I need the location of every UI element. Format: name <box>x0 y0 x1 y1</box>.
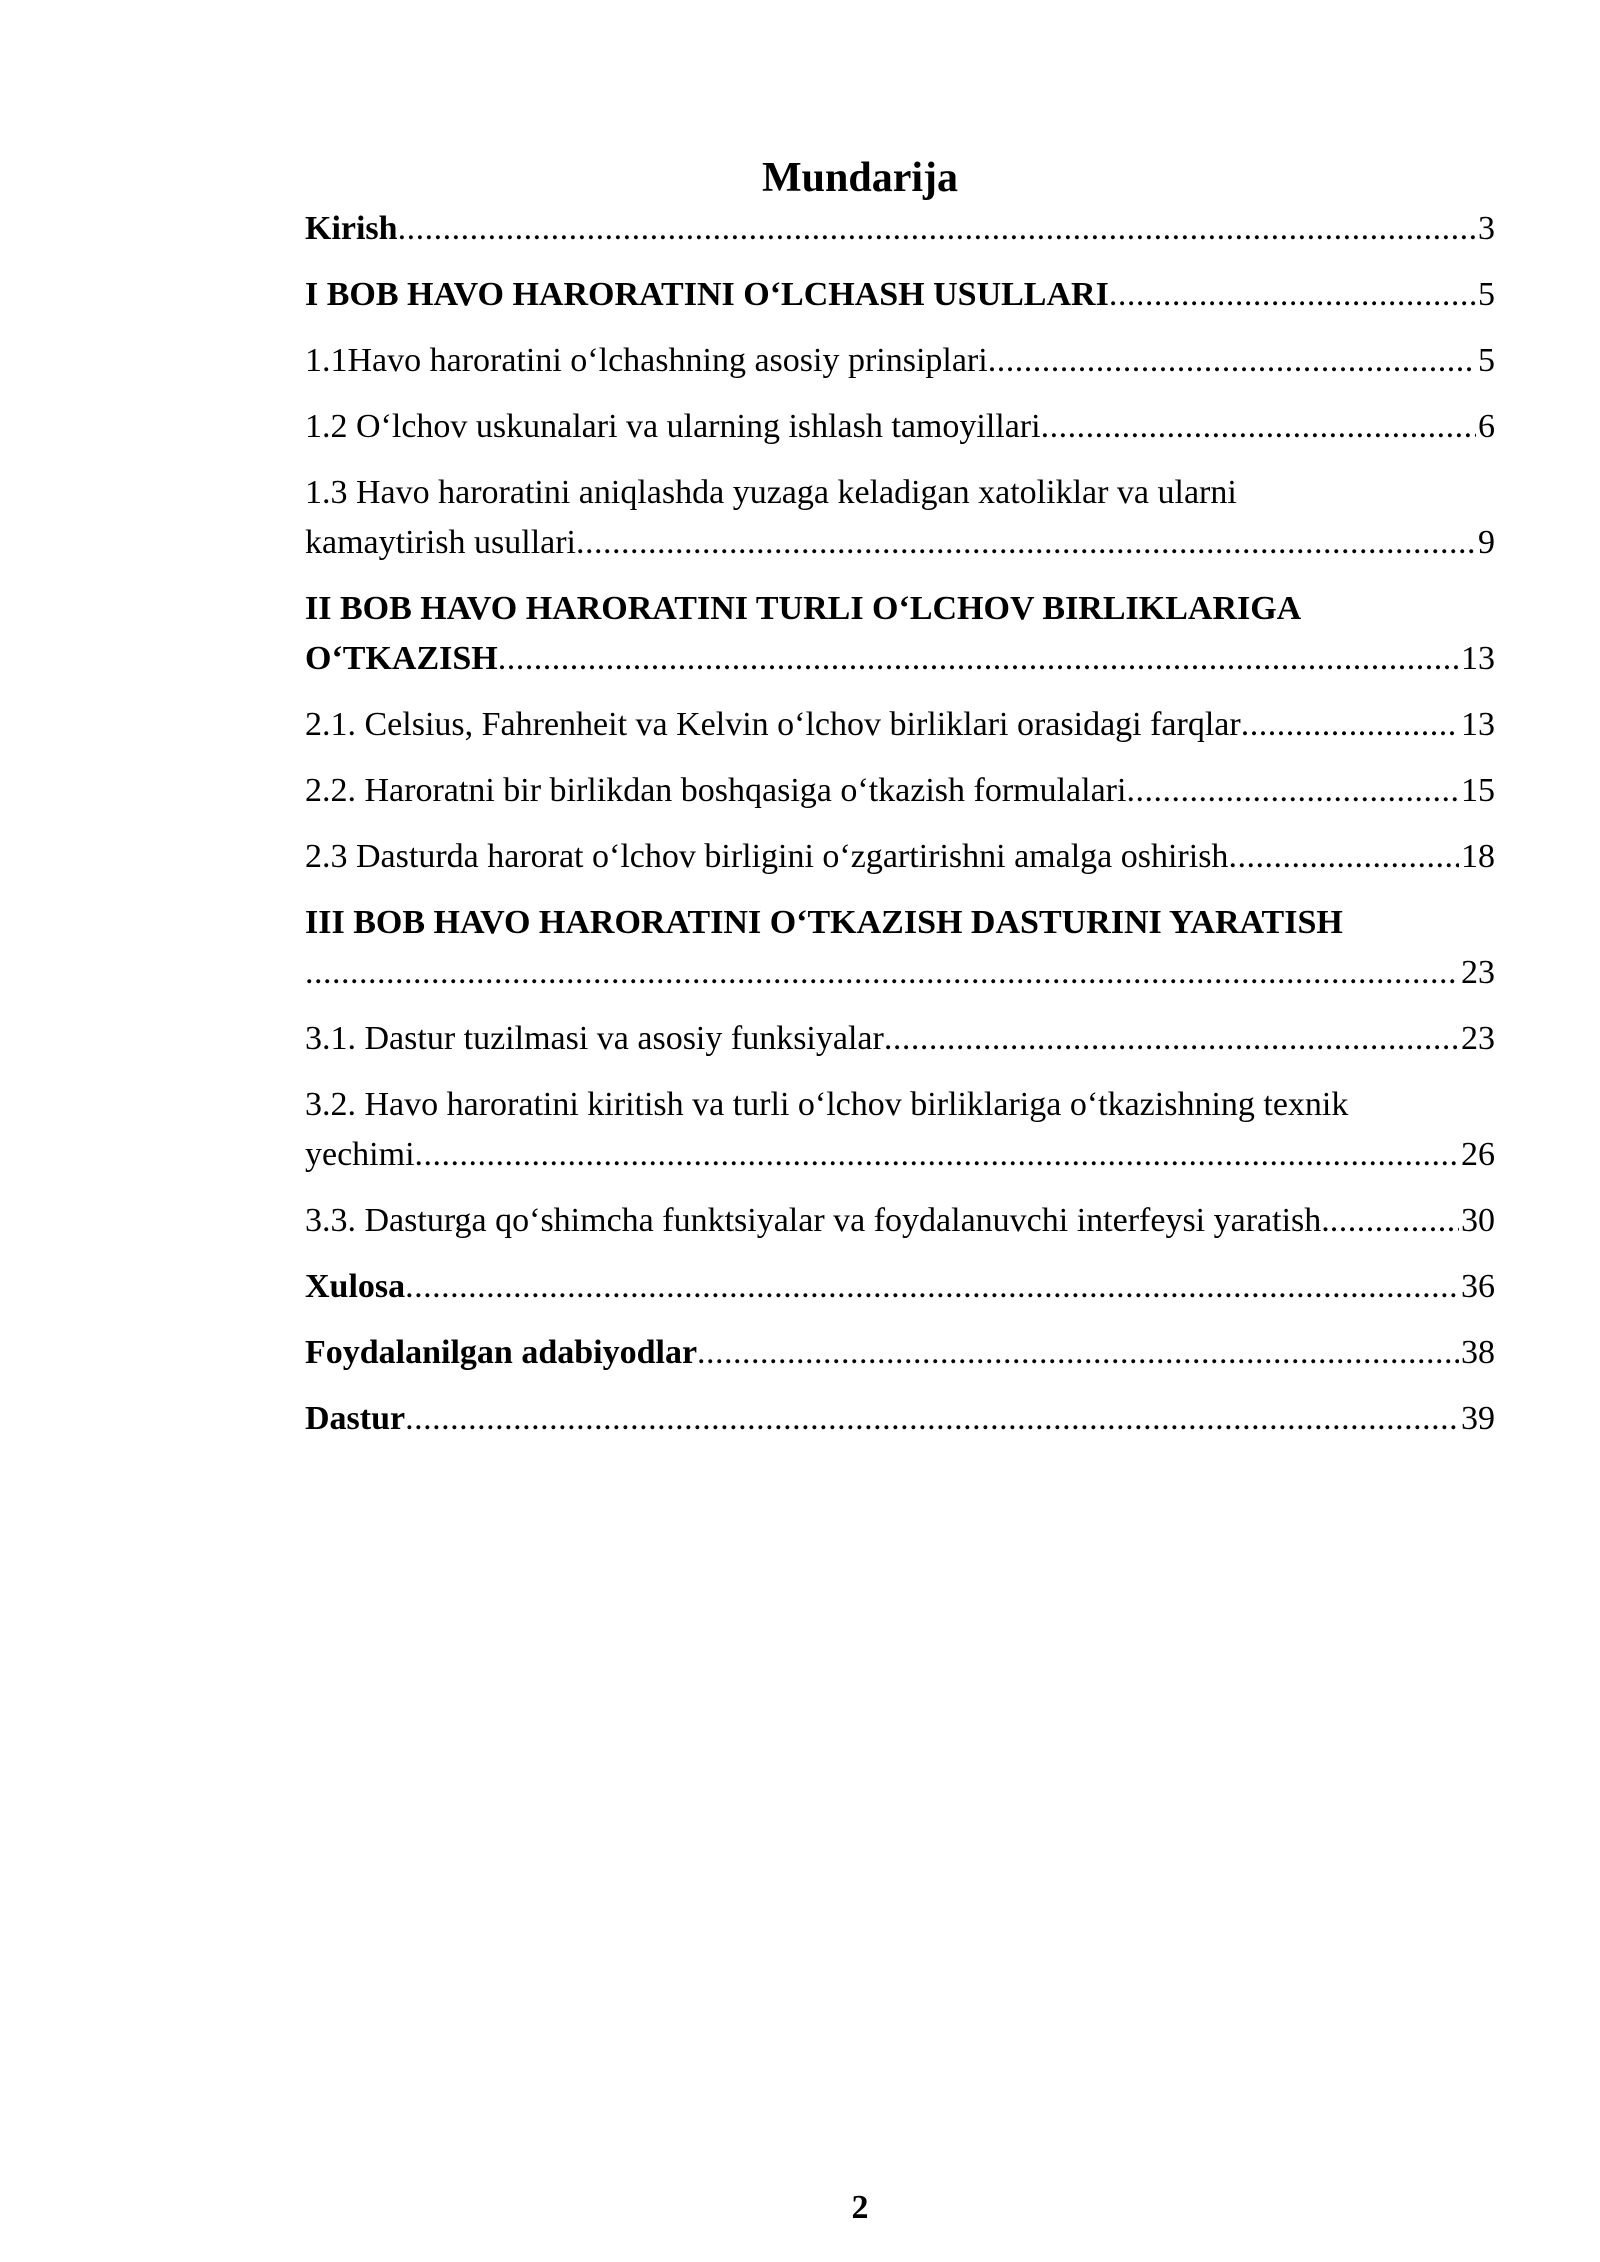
toc-entry-page: 18 <box>1461 838 1495 875</box>
dot-leader <box>1126 766 1459 816</box>
dot-leader <box>415 1130 1459 1180</box>
toc-entry-label: Dastur <box>305 1400 406 1437</box>
toc-entry-label: II BOB HAVO HARORATINI TURLI O‘LCHOV BIRLIKLARIGA <box>305 590 1302 627</box>
toc-entry-section-1-3[interactable] <box>305 468 1495 568</box>
toc-entry-label: Foydalanilgan adabiyodlar <box>305 1334 698 1371</box>
toc-entry-section-1-1[interactable] <box>305 336 1495 386</box>
dot-leader <box>1041 402 1476 452</box>
dot-leader <box>1241 700 1459 750</box>
toc-entry-page: 5 <box>1478 342 1495 379</box>
toc-entry-section-1-2[interactable] <box>305 402 1495 452</box>
toc-entry-page: 15 <box>1461 772 1495 809</box>
toc-entry-label: 2.1. Celsius, Fahrenheit va Kelvin o‘lchov birliklari orasidagi farqlar <box>305 706 1241 743</box>
table-of-contents <box>305 204 1495 1460</box>
toc-entry-page: 3 <box>1478 210 1495 247</box>
toc-entry-section-3-2[interactable] <box>305 1080 1495 1180</box>
dot-leader <box>576 518 1476 568</box>
toc-entry-label: 2.2. Haroratni bir birlikdan boshqasiga o‘tkazish formulalari <box>305 772 1127 809</box>
dot-leader <box>498 634 1459 684</box>
toc-entry-chapter-1[interactable] <box>305 270 1495 320</box>
toc-entry-label-continued: kamaytirish usullari <box>305 524 577 561</box>
toc-entry-label: I BOB HAVO HARORATINI O‘LCHASH USULLARI <box>305 276 1109 313</box>
toc-entry-page: 38 <box>1461 1334 1495 1371</box>
dot-leader <box>405 1394 1459 1444</box>
dot-leader <box>884 1014 1459 1064</box>
dot-leader <box>405 1262 1459 1312</box>
toc-entry-label: 1.2 O‘lchov uskunalari va ularning ishlash tamoyillari <box>305 408 1041 445</box>
toc-entry-page: 30 <box>1461 1202 1495 1239</box>
toc-entry-page: 5 <box>1478 276 1495 313</box>
toc-title: Mundarija <box>761 155 958 201</box>
page-number: 2 <box>851 2189 869 2226</box>
toc-entry-label: Kirish <box>305 210 398 247</box>
toc-entry-section-2-1[interactable] <box>305 700 1495 750</box>
toc-entry-references[interactable] <box>305 1328 1495 1378</box>
toc-entry-chapter-2[interactable] <box>305 584 1495 684</box>
toc-entry-section-3-3[interactable] <box>305 1196 1495 1246</box>
toc-entry-label: 2.3 Dasturda harorat o‘lchov birligini o‘zgartirishni amalga oshirish <box>305 838 1229 875</box>
toc-entry-page: 26 <box>1461 1136 1495 1173</box>
toc-entry-label: 1.1Havo haroratini o‘lchashning asosiy prinsiplari <box>305 342 988 379</box>
toc-entry-label: 3.2. Havo haroratini kiritish va turli o‘lchov birliklariga o‘tkazishning texnik <box>305 1086 1349 1123</box>
toc-entry-page: 36 <box>1461 1268 1495 1305</box>
toc-entry-chapter-3[interactable] <box>305 898 1495 998</box>
dot-leader <box>398 204 1476 254</box>
dot-leader <box>1228 832 1459 882</box>
toc-entry-page: 6 <box>1478 408 1495 445</box>
toc-entry-label: III BOB HAVO HARORATINI O‘TKAZISH DASTURINI YARATISH <box>305 904 1343 941</box>
toc-entry-page: 23 <box>1461 1020 1495 1057</box>
dot-leader <box>305 948 1459 998</box>
toc-entry-kirish[interactable] <box>305 204 1495 254</box>
dot-leader <box>1109 270 1476 320</box>
toc-entry-page: 39 <box>1461 1400 1495 1437</box>
toc-entry-page: 9 <box>1478 524 1495 561</box>
dot-leader <box>988 336 1476 386</box>
toc-entry-label-continued: O‘TKAZISH <box>305 640 498 677</box>
toc-entry-label: 3.3. Dasturga qo‘shimcha funktsiyalar va foydalanuvchi interfeysi yaratish. <box>305 1202 1330 1239</box>
toc-entry-section-2-3[interactable] <box>305 832 1495 882</box>
toc-entry-xulosa[interactable] <box>305 1262 1495 1312</box>
toc-entry-page: 23 <box>1461 954 1495 991</box>
toc-entry-page: 13 <box>1461 640 1495 677</box>
toc-entry-section-2-2[interactable] <box>305 766 1495 816</box>
dot-leader <box>697 1328 1459 1378</box>
toc-entry-label: 3.1. Dastur tuzilmasi va asosiy funksiyalar <box>305 1020 884 1057</box>
toc-entry-section-3-1[interactable] <box>305 1014 1495 1064</box>
toc-entry-page: 13 <box>1461 706 1495 743</box>
dot-leader <box>1330 1196 1459 1246</box>
toc-entry-label: 1.3 Havo haroratini aniqlashda yuzaga keladigan xatoliklar va ularni <box>305 474 1237 511</box>
toc-entry-dastur[interactable] <box>305 1394 1495 1444</box>
toc-entry-label-continued: yechimi <box>305 1136 415 1173</box>
toc-entry-label: Xulosa <box>305 1268 406 1305</box>
